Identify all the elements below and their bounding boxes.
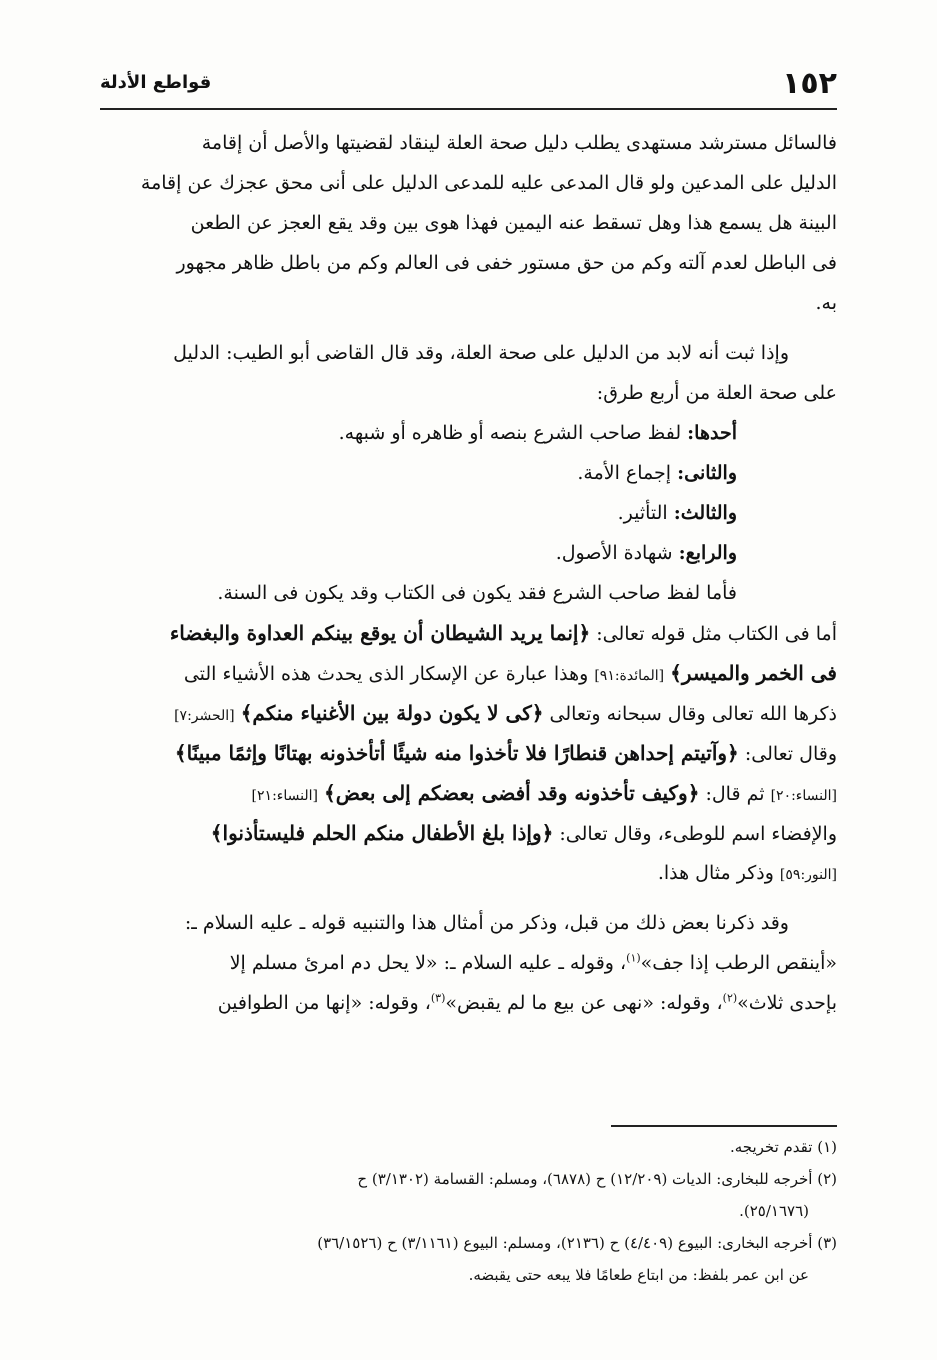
- text-line: فى الباطل لعدم آلته وكم من حق مستور خفى فى العالم وكم من باطل ظاهر مجهور: [176, 252, 837, 274]
- footnote-line: (٢٥/١٦٧٦).: [739, 1202, 809, 1220]
- text-line: وقال تعالى: ﴿وآتيتم إحداهن قنطارًا فلا تأخذوا منه شيئًا أتأخذونه بهتانًا وإثمًا مبينًا﴾: [174, 741, 837, 765]
- verse-reference: [النور:٥٩]: [779, 867, 837, 883]
- text-line: وإذا ثبت أنه لابد من الدليل على صحة العلة، وقد قال القاضى أبو الطيب: الدليل: [173, 342, 789, 364]
- header-rule: [100, 108, 837, 110]
- text-line: فالسائل مسترشد مستهدى يطلب دليل صحة العلة لينقاد لقضيتها والأصل أن إقامة: [201, 132, 837, 154]
- running-title: قواطع الأدلة: [100, 72, 212, 93]
- verse-reference: [الحشر:٧]: [174, 708, 235, 724]
- text-line: «أينقص الرطب إذا جف»$^{(١)}$، وقوله ـ عليه السلام ـ: «لا يحل دم امرئ مسلم إلا: [229, 951, 837, 974]
- paragraph-5: [100, 903, 837, 1023]
- list-item-label: والثانى:: [677, 462, 737, 484]
- text-line: وقد ذكرنا بعض ذلك من قبل، وذكر من أمثال هذا والتنبيه قوله ـ عليه السلام ـ:: [184, 912, 789, 934]
- quran-verse: ﴿وإذا بلغ الأطفال منكم الحلم فليستأذنوا﴾: [210, 821, 554, 845]
- list-item: [100, 413, 837, 453]
- list-item-text: التأثير.: [617, 502, 668, 524]
- list-item-label: والرابع:: [678, 542, 737, 564]
- footnote-2: [100, 1163, 837, 1227]
- list-item-label: والثالث:: [673, 502, 737, 524]
- verse-reference: [المائدة:٩١]: [594, 668, 665, 684]
- text-line: [النور:٥٩] وذكر مثال هذا.: [657, 862, 837, 884]
- footnote-marker[interactable]: (٣): [430, 991, 446, 1005]
- paragraph-2: [100, 333, 837, 413]
- quran-verse: ﴿كى لا يكون دولة بين الأغنياء منكم﴾: [240, 701, 544, 725]
- footnote-line: (٣) أخرجه البخارى: البيوع (٤/٤٠٩) ح (٢١٣٦)، ومسلم: البيوع (٣/١١٦١) ح (٣٦/١٥٢٦): [317, 1234, 837, 1252]
- list-item: [100, 533, 837, 573]
- text-line: والإفضاء اسم للوطىء، وقال تعالى: ﴿وإذا بلغ الأطفال منكم الحلم فليستأذنوا﴾: [210, 821, 837, 845]
- verse-reference: [النساء:٢١]: [251, 788, 318, 804]
- text-line: فى الخمر والميسر﴾ [المائدة:٩١] وهذا عبارة عن الإسكار الذى يحدث هذه الأشياء التى: [183, 661, 837, 685]
- text-line: بإحدى ثلاث»$^{(٢)}$، وقوله: «نهى عن بيع ما لم يقبض»$^{(٣)}$، وقوله: «إنها من الطوافين: [217, 991, 837, 1014]
- footnote-3: [100, 1227, 837, 1291]
- text-line: به.: [815, 292, 837, 314]
- text-line: [النساء:٢٠] ثم قال: ﴿وكيف تأخذونه وقد أفضى بعضكم إلى بعض﴾ [النساء:٢١]: [251, 781, 837, 805]
- footnote-1: [100, 1131, 837, 1163]
- list-item-text: شهادة الأصول.: [555, 542, 673, 564]
- quran-verse: ﴿وكيف تأخذونه وقد أفضى بعضكم إلى بعض﴾: [324, 781, 700, 805]
- text-line: البينة هل يسمع هذا وهل تسقط عنه اليمين فهذا هوى بين وقد يقع العجز عن الطعن: [190, 212, 837, 234]
- text-line: أما فى الكتاب مثل قوله تعالى: ﴿إنما يريد الشيطان أن يوقع بينكم العداوة والبغضاء: [169, 621, 837, 645]
- list-item: [100, 493, 837, 533]
- quran-verse: فى الخمر والميسر﴾: [670, 661, 837, 685]
- footnotes: [100, 1131, 837, 1291]
- methods-list: [100, 413, 837, 573]
- page-number: ١٥٢: [782, 66, 837, 101]
- main-text: [100, 123, 837, 1023]
- text-line: الدليل على المدعين ولو قال المدعى عليه للمدعى الدليل على أنى محق عجزك عن إقامة: [140, 172, 837, 194]
- list-item-text: إجماع الأمة.: [577, 462, 672, 484]
- paragraph-4: [100, 613, 837, 893]
- list-item-text: لفظ صاحب الشرع بنصه أو ظاهره أو شبهه.: [338, 422, 682, 444]
- footnote-marker[interactable]: (٢): [722, 991, 738, 1005]
- page-header: [100, 66, 837, 106]
- verse-reference: [النساء:٢٠]: [770, 788, 837, 804]
- list-item-label: أحدها:: [687, 422, 737, 444]
- text-line: على صحة العلة من أربع طرق:: [596, 382, 837, 404]
- footnote-rule: [611, 1125, 837, 1127]
- footnote-line: (١) تقدم تخريجه.: [729, 1138, 837, 1156]
- paragraph-3: فأما لفظ صاحب الشرع فقد يكون فى الكتاب وقد يكون فى السنة.: [217, 582, 737, 604]
- footnote-line: عن ابن عمر بلفظ: من ابتاع طعامًا فلا يبعه حتى يقبضه.: [468, 1266, 809, 1284]
- list-item: [100, 453, 837, 493]
- quran-verse: ﴿وآتيتم إحداهن قنطارًا فلا تأخذوا منه شيئًا أتأخذونه بهتانًا وإثمًا مبينًا﴾: [174, 741, 739, 765]
- footnote-marker[interactable]: (١): [626, 951, 641, 965]
- text-line: ذكرها الله تعالى وقال سبحانه وتعالى ﴿كى لا يكون دولة بين الأغنياء منكم﴾ [الحشر:٧]: [174, 701, 837, 725]
- quran-verse: ﴿إنما يريد الشيطان أن يوقع بينكم العداوة والبغضاء: [169, 621, 591, 645]
- footnote-line: (٢) أخرجه للبخارى: الديات (١٢/٢٠٩) ح (٦٨٧٨)، ومسلم: القسامة (٣/١٣٠٢) ح: [357, 1170, 837, 1188]
